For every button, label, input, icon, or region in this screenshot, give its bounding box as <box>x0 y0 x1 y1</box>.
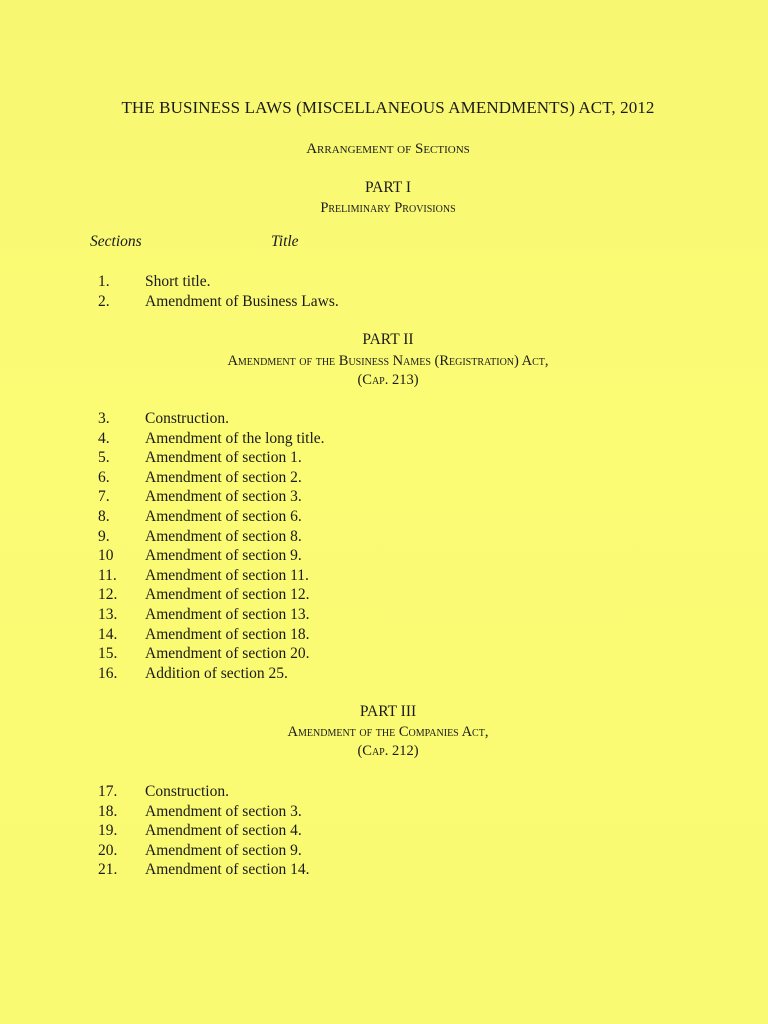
section-number: 7. <box>98 488 110 506</box>
section-title: Amendment of section 6. <box>145 507 302 525</box>
section-number: 18. <box>98 802 118 820</box>
list-item <box>0 802 768 822</box>
part-2-heading: PART II <box>362 331 414 348</box>
section-number: 9. <box>98 527 110 545</box>
section-number: 21. <box>98 861 118 879</box>
list-item <box>0 605 768 625</box>
part-3-heading: PART III <box>359 703 417 720</box>
section-number: 19. <box>98 822 118 840</box>
list-item <box>0 841 768 861</box>
section-title: Amendment of Business Laws. <box>145 292 339 310</box>
list-item <box>0 272 768 292</box>
section-number: 8. <box>98 507 110 525</box>
list-item <box>0 292 768 312</box>
part-3-subheading-line-1: Amendment of the Companies Act, <box>287 724 489 740</box>
section-title: Amendment of section 20. <box>145 645 310 663</box>
section-title: Amendment of section 18. <box>145 625 310 643</box>
section-number: 10 <box>98 547 114 565</box>
list-item <box>0 429 768 449</box>
list-item <box>0 860 768 880</box>
section-title: Amendment of section 11. <box>145 566 309 584</box>
section-title: Amendment of section 3. <box>145 488 302 506</box>
section-title: Amendment of section 1. <box>145 449 302 467</box>
section-number: 13. <box>98 605 118 623</box>
part-2-section-list <box>0 409 768 683</box>
list-item <box>0 585 768 605</box>
part-3-subheading-line-2: (Cap. 212) <box>357 743 419 759</box>
list-item <box>0 782 768 802</box>
section-title: Amendment of section 9. <box>145 547 302 565</box>
list-item <box>0 821 768 841</box>
part-3-subheading <box>0 723 768 761</box>
title-column-heading: Title <box>271 233 299 250</box>
list-item <box>0 487 768 507</box>
part-2-subheading-line-1: Amendment of the Business Names (Registration) Act, <box>227 353 549 369</box>
section-title: Amendment of section 2. <box>145 468 302 486</box>
section-title: Amendment of section 8. <box>145 527 302 545</box>
section-title: Amendment of section 9. <box>145 841 302 859</box>
section-number: 2. <box>98 292 110 310</box>
sections-column-heading: Sections <box>90 233 142 250</box>
section-number: 5. <box>98 449 110 467</box>
section-number: 12. <box>98 586 118 604</box>
section-title: Construction. <box>145 783 229 800</box>
part-2-subheading-line-2: (Cap. 213) <box>357 372 419 388</box>
arrangement-heading: Arrangement of Sections <box>306 141 470 157</box>
section-number: 4. <box>98 429 110 447</box>
section-number: 17. <box>98 783 118 800</box>
list-item <box>0 468 768 488</box>
list-item <box>0 507 768 527</box>
section-title: Amendment of section 4. <box>145 822 302 840</box>
list-item <box>0 644 768 664</box>
part-1-subheading <box>0 199 768 218</box>
section-title: Short title. <box>145 273 211 290</box>
section-number: 3. <box>98 410 110 427</box>
section-title: Amendment of the long title. <box>145 429 325 447</box>
section-title: Addition of section 25. <box>145 664 288 682</box>
section-number: 11. <box>98 566 117 584</box>
part-3-section-list <box>0 782 768 880</box>
list-item <box>0 664 768 684</box>
part-1-subheading-line: Preliminary Provisions <box>320 200 456 216</box>
section-number: 15. <box>98 645 118 663</box>
list-item <box>0 566 768 586</box>
section-title: Amendment of section 13. <box>145 605 310 623</box>
act-title: THE BUSINESS LAWS (MISCELLANEOUS AMENDMENTS) ACT, 2012 <box>121 98 655 117</box>
section-number: 20. <box>98 841 118 859</box>
section-number: 16. <box>98 664 118 682</box>
list-item <box>0 409 768 429</box>
list-item <box>0 546 768 566</box>
section-number: 14. <box>98 625 118 643</box>
section-number: 1. <box>98 273 110 290</box>
list-item <box>0 625 768 645</box>
section-title: Amendment of section 3. <box>145 802 302 820</box>
part-2-subheading <box>0 352 768 390</box>
section-number: 6. <box>98 468 110 486</box>
list-item <box>0 527 768 547</box>
section-title: Construction. <box>145 410 229 427</box>
section-title: Amendment of section 12. <box>145 586 310 604</box>
list-item <box>0 448 768 468</box>
section-title: Amendment of section 14. <box>145 861 310 879</box>
part-1-section-list <box>0 272 768 311</box>
part-1-heading: PART I <box>364 179 412 196</box>
